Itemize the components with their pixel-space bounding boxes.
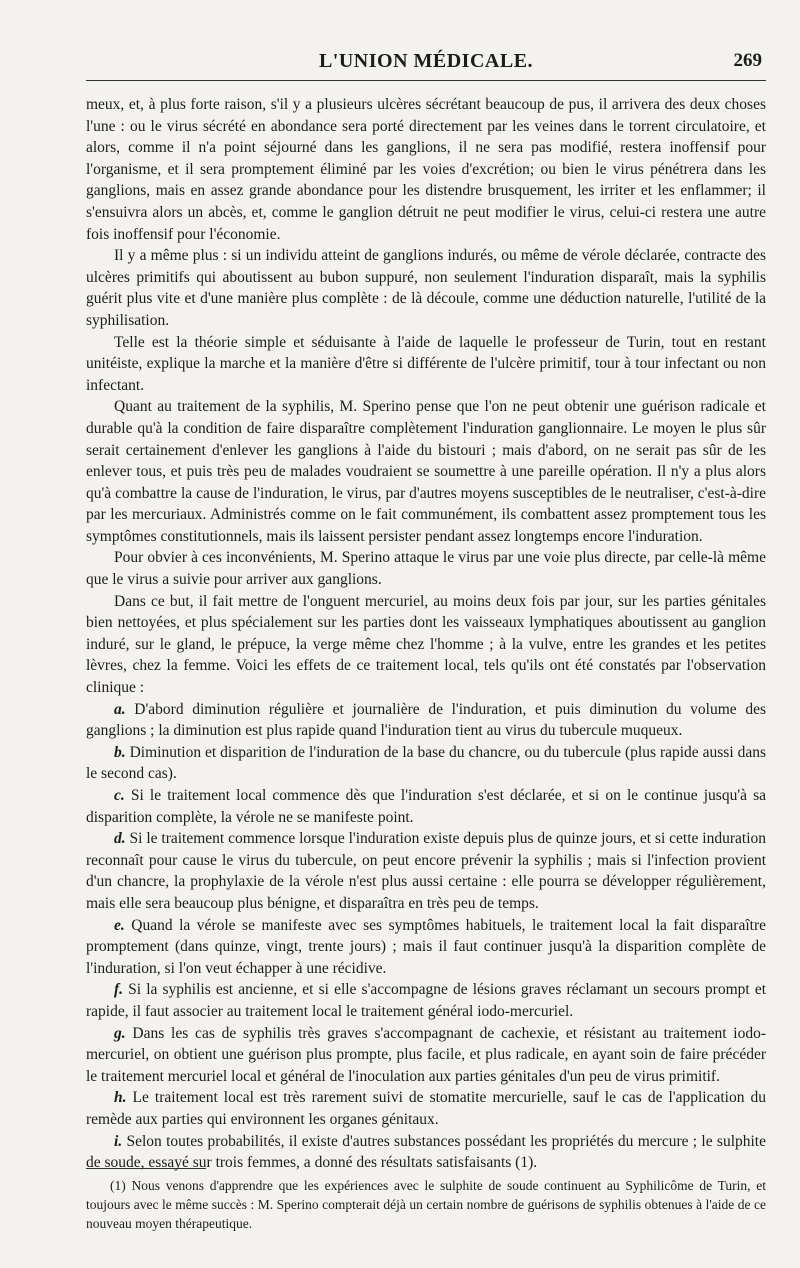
paragraph-text: Il y a même plus : si un individu atteint de ganglions indurés, ou même de vérole déclarée, contracte des ulcères primitifs qui aboutissent au bubon suppuré, non seulement l'induration disparaît, mais la syphilis guérit plus vite et d'une manière plus complète : de là découle, comme une déduction naturelle, l'utilité de la syphilisation. xyxy=(86,247,766,329)
paragraph-text: Si le traitement commence lorsque l'induration existe depuis plus de quinze jours, et si cette induration reconnaît pour cause le virus du tubercule, on peut encore prévenir la syphilis ; mais si l'infection provient d'un chancre, la prophylaxie de la vérole n'est plus aussi certaine : elle pourra se développer régulièrement, mais elle sera beaucoup plus bénigne, et disparaîtra en très peu de temps. xyxy=(86,830,766,912)
footnote: (1) Nous venons d'apprendre que les expériences avec le sulphite de soude continuent au Syphilicôme de Turin, et toujours avec le même succès : M. Sperino compterait déjà un certain nombre de guérisons de syphilis obtenues à l'aide de ce nouveau moyen thérapeutique. xyxy=(86,1178,766,1231)
page-number: 269 xyxy=(733,50,762,71)
item-label: d. xyxy=(114,830,126,848)
article-body xyxy=(86,94,766,1174)
list-item-paragraph xyxy=(86,979,766,1022)
paragraph-text: Le traitement local est très rarement suivi de stomatite mercurielle, sauf le cas de l'application du remède aux parties qui environnent les organes génitaux. xyxy=(86,1089,766,1128)
list-item-paragraph xyxy=(86,915,766,980)
item-label: c. xyxy=(114,787,125,804)
paragraph-text: Diminution et disparition de l'induration de la base du chancre, ou du tubercule (plus rapide aussi dans le second cas). xyxy=(86,743,767,783)
list-item-paragraph xyxy=(86,699,766,742)
paragraph xyxy=(86,547,766,590)
list-item-paragraph xyxy=(86,828,766,914)
paragraph-text: Quant au traitement de la syphilis, M. Sperino pense que l'on ne peut obtenir une guérison radicale et durable qu'à la condition de faire disparaître complètement l'induration ganglionnaire. Le moyen le plus sûr serait certainement d'enlever les ganglions à l'aide du bistouri ; mais d'abord, on ne serait pas sûr de les enlever tous, et puis très peu de malades voudraient se soumettre à une pareille opération. Il n'y a plus alors qu'à combattre la cause de l'induration, le virus, par d'autres moyens susceptibles de le neutraliser, c'est-à-dire par les mercuriaux. Administrés comme on le fait communément, ils combattent assez promptement tous les symptômes constitutionnels, mais ils laissent persister pendant assez longtemps encore l'induration. xyxy=(86,398,766,545)
paragraph-text: Si la syphilis est ancienne, et si elle s'accompagne de lésions graves réclamant un secours prompt et rapide, il faut associer au traitement local le traitement général iodo-mercuriel. xyxy=(86,981,767,1020)
paragraph xyxy=(86,94,766,245)
paragraph-text: D'abord diminution régulière et journalière de l'induration, et puis diminution du volume des ganglions ; la diminution est plus rapide quand l'induration tient au virus du tubercule muqueux. xyxy=(86,700,766,740)
journal-title: L'UNION MÉDICALE. xyxy=(318,50,534,72)
item-label: f. xyxy=(114,981,124,999)
header-rule xyxy=(86,80,766,81)
item-label: a. xyxy=(114,700,126,718)
paragraph-text: Selon toutes probabilités, il existe d'autres substances possédant les propriétés du mercure ; le sulphite de soude, essayé sur trois femmes, a donné des résultats satisfaisants (1). xyxy=(86,1132,766,1172)
item-label: i. xyxy=(114,1132,123,1150)
list-item-paragraph xyxy=(86,742,766,785)
paragraph xyxy=(86,245,766,331)
paragraph xyxy=(86,396,766,547)
list-item-paragraph xyxy=(86,785,766,828)
list-item-paragraph xyxy=(86,1023,766,1088)
paragraph-text: Pour obvier à ces inconvénients, M. Sperino attaque le virus par une voie plus directe, par celle-là même que le virus a suivie pour arriver aux ganglions. xyxy=(86,549,766,589)
paragraph-text: Dans ce but, il fait mettre de l'onguent mercuriel, au moins deux fois par jour, sur les parties génitales bien nettoyées, et plus spécialement sur les parties dont les vaisseaux lymphatiques aboutissent au ganglion induré, sur le gland, le prépuce, la verge même chez l'homme ; à la vulve, entre les grandes et les petites lèvres, chez la femme. Voici les effets de ce traitement local, tels qu'ils ont été constatés par l'observation clinique : xyxy=(86,592,766,697)
item-label: h. xyxy=(114,1089,127,1107)
list-item-paragraph xyxy=(86,1087,766,1130)
paragraph-text: meux, et, à plus forte raison, s'il y a plusieurs ulcères sécrétant beaucoup de pus, il arrivera des deux choses l'une : ou le virus sécrété en abondance sera porté directement par les veines dans le torrent circulatoire, et alors, comme il n'a point séjourné dans les ganglions, il ne sera pas modifié, restera inoffensif pour l'organisme, et il sera promptement éliminé par les voies d'excrétion; ou bien le virus pénétrera dans les ganglions, mais en assez grande abondance pour les distendre brusquement, les irriter et les enflammer; il s'ensuivra alors un abcès, et, comme le ganglion détruit ne peut modifier le virus, celui-ci restera une autre fois inoffensif pour l'économie. xyxy=(86,96,766,243)
item-label: e. xyxy=(114,916,125,934)
paragraph xyxy=(86,591,766,699)
item-label: g. xyxy=(114,1024,126,1042)
paragraph-text: Si le traitement local commence dès que l'induration s'est déclarée, et si on le continue jusqu'à sa disparition complète, la vérole ne se manifeste point. xyxy=(86,787,767,826)
page-header xyxy=(86,46,766,76)
footnote-rule xyxy=(86,1168,206,1169)
paragraph xyxy=(86,332,766,397)
paragraph-text: Telle est la théorie simple et séduisante à l'aide de laquelle le professeur de Turin, tout en restant unitéiste, explique la marche et la manière d'être si différente de l'ulcère primitif, tour à tour infectant ou non infectant. xyxy=(86,333,766,394)
item-label: b. xyxy=(114,743,126,761)
paragraph-text: Quand la vérole se manifeste avec ses symptômes habituels, le traitement local la fait disparaître promptement (dans quinze, vingt, trente jours) ; mais il faut continuer jusqu'à la disparition complète de l'induration, si l'on veut échapper à une récidive. xyxy=(86,916,767,977)
paragraph-text: Dans les cas de syphilis très graves s'accompagnant de cachexie, et résistant au traitement iodo-mercuriel, on obtient une guérison plus prompte, plus facile, et plus radicale, en ayant soin de faire précéder le traitement mercuriel local et général de l'inoculation aux parties génitales d'un peu de virus primitif. xyxy=(86,1024,767,1085)
